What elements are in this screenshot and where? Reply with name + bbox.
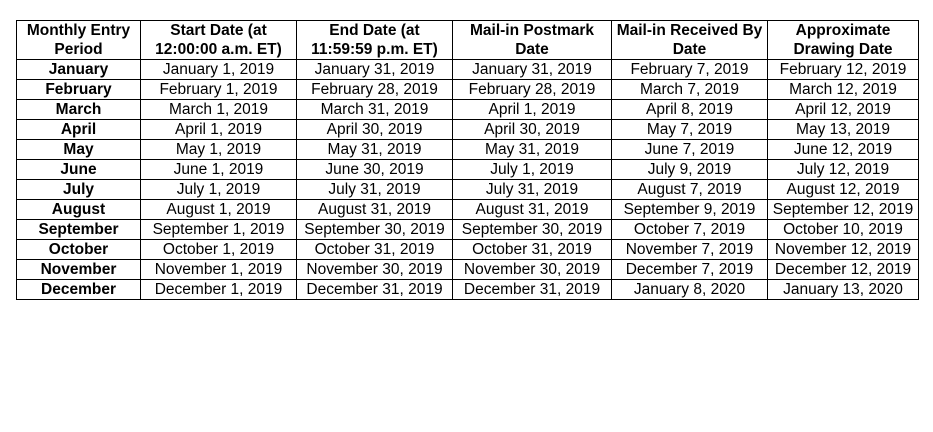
drawing-date-cell: September 12, 2019 <box>768 200 919 220</box>
start-date-cell: April 1, 2019 <box>141 120 297 140</box>
header-mail-in-postmark-date: Mail-in Postmark Date <box>453 21 612 60</box>
postmark-date-cell: October 31, 2019 <box>453 240 612 260</box>
drawing-date-cell: October 10, 2019 <box>768 220 919 240</box>
table-row <box>17 60 919 80</box>
start-date-cell: January 1, 2019 <box>141 60 297 80</box>
received-by-date-cell: February 7, 2019 <box>612 60 768 80</box>
table-row <box>17 160 919 180</box>
entry-period-cell: April <box>17 120 141 140</box>
received-by-date-cell: September 9, 2019 <box>612 200 768 220</box>
table-row <box>17 260 919 280</box>
postmark-date-cell: May 31, 2019 <box>453 140 612 160</box>
end-date-cell: July 31, 2019 <box>297 180 453 200</box>
entry-period-cell: July <box>17 180 141 200</box>
received-by-date-cell: January 8, 2020 <box>612 280 768 300</box>
end-date-cell: April 30, 2019 <box>297 120 453 140</box>
received-by-date-cell: June 7, 2019 <box>612 140 768 160</box>
table-row <box>17 220 919 240</box>
drawing-schedule-table <box>16 20 919 300</box>
table-body <box>17 60 919 300</box>
postmark-date-cell: November 30, 2019 <box>453 260 612 280</box>
end-date-cell: February 28, 2019 <box>297 80 453 100</box>
end-date-cell: August 31, 2019 <box>297 200 453 220</box>
header-monthly-entry-period: Monthly Entry Period <box>17 21 141 60</box>
table-row <box>17 80 919 100</box>
start-date-cell: October 1, 2019 <box>141 240 297 260</box>
drawing-date-cell: January 13, 2020 <box>768 280 919 300</box>
entry-period-cell: August <box>17 200 141 220</box>
drawing-date-cell: November 12, 2019 <box>768 240 919 260</box>
end-date-cell: June 30, 2019 <box>297 160 453 180</box>
drawing-date-cell: December 12, 2019 <box>768 260 919 280</box>
table-row <box>17 280 919 300</box>
postmark-date-cell: July 31, 2019 <box>453 180 612 200</box>
entry-period-cell: January <box>17 60 141 80</box>
header-end-date: End Date (at 11:59:59 p.m. ET) <box>297 21 453 60</box>
postmark-date-cell: April 1, 2019 <box>453 100 612 120</box>
entry-period-cell: November <box>17 260 141 280</box>
entry-period-cell: February <box>17 80 141 100</box>
received-by-date-cell: May 7, 2019 <box>612 120 768 140</box>
end-date-cell: December 31, 2019 <box>297 280 453 300</box>
table-row <box>17 240 919 260</box>
start-date-cell: August 1, 2019 <box>141 200 297 220</box>
received-by-date-cell: November 7, 2019 <box>612 240 768 260</box>
start-date-cell: December 1, 2019 <box>141 280 297 300</box>
postmark-date-cell: April 30, 2019 <box>453 120 612 140</box>
end-date-cell: November 30, 2019 <box>297 260 453 280</box>
start-date-cell: June 1, 2019 <box>141 160 297 180</box>
start-date-cell: March 1, 2019 <box>141 100 297 120</box>
drawing-date-cell: July 12, 2019 <box>768 160 919 180</box>
table-row <box>17 180 919 200</box>
received-by-date-cell: August 7, 2019 <box>612 180 768 200</box>
entry-period-cell: December <box>17 280 141 300</box>
received-by-date-cell: July 9, 2019 <box>612 160 768 180</box>
start-date-cell: May 1, 2019 <box>141 140 297 160</box>
table-header <box>17 21 919 60</box>
postmark-date-cell: December 31, 2019 <box>453 280 612 300</box>
start-date-cell: February 1, 2019 <box>141 80 297 100</box>
end-date-cell: October 31, 2019 <box>297 240 453 260</box>
received-by-date-cell: March 7, 2019 <box>612 80 768 100</box>
drawing-date-cell: May 13, 2019 <box>768 120 919 140</box>
postmark-date-cell: February 28, 2019 <box>453 80 612 100</box>
header-start-date: Start Date (at 12:00:00 a.m. ET) <box>141 21 297 60</box>
entry-period-cell: May <box>17 140 141 160</box>
received-by-date-cell: December 7, 2019 <box>612 260 768 280</box>
end-date-cell: March 31, 2019 <box>297 100 453 120</box>
start-date-cell: November 1, 2019 <box>141 260 297 280</box>
start-date-cell: July 1, 2019 <box>141 180 297 200</box>
table-row <box>17 100 919 120</box>
header-approximate-drawing-date: Approximate Drawing Date <box>768 21 919 60</box>
header-row <box>17 21 919 60</box>
postmark-date-cell: August 31, 2019 <box>453 200 612 220</box>
table-row <box>17 120 919 140</box>
received-by-date-cell: April 8, 2019 <box>612 100 768 120</box>
drawing-date-cell: August 12, 2019 <box>768 180 919 200</box>
header-mail-in-received-by-date: Mail-in Received By Date <box>612 21 768 60</box>
entry-period-cell: March <box>17 100 141 120</box>
end-date-cell: September 30, 2019 <box>297 220 453 240</box>
end-date-cell: January 31, 2019 <box>297 60 453 80</box>
drawing-date-cell: March 12, 2019 <box>768 80 919 100</box>
entry-period-cell: October <box>17 240 141 260</box>
start-date-cell: September 1, 2019 <box>141 220 297 240</box>
drawing-date-cell: February 12, 2019 <box>768 60 919 80</box>
entry-period-cell: September <box>17 220 141 240</box>
entry-period-cell: June <box>17 160 141 180</box>
postmark-date-cell: September 30, 2019 <box>453 220 612 240</box>
drawing-date-cell: June 12, 2019 <box>768 140 919 160</box>
end-date-cell: May 31, 2019 <box>297 140 453 160</box>
postmark-date-cell: January 31, 2019 <box>453 60 612 80</box>
table-row <box>17 200 919 220</box>
postmark-date-cell: July 1, 2019 <box>453 160 612 180</box>
received-by-date-cell: October 7, 2019 <box>612 220 768 240</box>
table-row <box>17 140 919 160</box>
drawing-date-cell: April 12, 2019 <box>768 100 919 120</box>
drawing-schedule-table-container <box>16 20 919 300</box>
